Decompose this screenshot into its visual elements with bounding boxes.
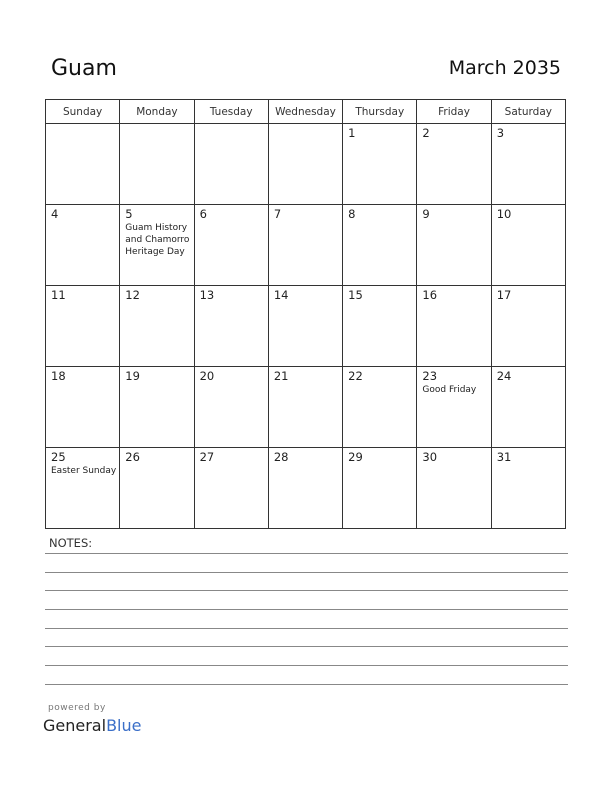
weekday-sunday: Sunday: [46, 100, 120, 124]
day-cell: [268, 124, 342, 205]
note-line: [45, 572, 568, 573]
week-row: [46, 367, 566, 448]
day-cell: [491, 205, 565, 286]
day-cell: [343, 124, 417, 205]
week-row: [46, 448, 566, 529]
day-number: 14: [273, 288, 289, 302]
day-cell: [417, 124, 491, 205]
note-line: [45, 590, 568, 591]
day-number: 10: [496, 207, 512, 221]
week-row: [46, 205, 566, 286]
day-cell: [343, 367, 417, 448]
day-number: 7: [273, 207, 282, 221]
day-cell: [417, 286, 491, 367]
day-cell: [491, 124, 565, 205]
note-line: [45, 609, 568, 610]
day-number: 17: [496, 288, 512, 302]
day-cell: [194, 286, 268, 367]
day-cell: [268, 367, 342, 448]
day-cell: [120, 124, 194, 205]
day-number: 29: [348, 450, 363, 464]
day-cell: [268, 205, 342, 286]
day-cell: [268, 448, 342, 529]
day-number: 30: [422, 450, 438, 464]
day-number: 13: [199, 288, 215, 302]
day-number: 26: [125, 450, 140, 464]
holiday-label: Good Friday: [422, 385, 477, 395]
day-number: 23: [422, 369, 438, 383]
day-number: 8: [348, 207, 356, 221]
day-cell: [343, 448, 417, 529]
weekday-friday: Friday: [417, 100, 491, 124]
day-cell: [491, 286, 565, 367]
day-number: 5: [125, 207, 133, 221]
notes-label: NOTES:: [49, 536, 93, 550]
week-row: [46, 286, 566, 367]
day-cell: [120, 367, 194, 448]
weekday-wednesday: Wednesday: [268, 100, 342, 124]
holiday-label: Easter Sunday: [51, 466, 117, 476]
day-number: 2: [422, 126, 430, 140]
day-cell: [46, 448, 120, 529]
day-number: 6: [199, 207, 207, 221]
week-row: [46, 124, 566, 205]
day-cell: [46, 205, 120, 286]
day-number: 18: [51, 369, 66, 383]
day-number: 25: [51, 450, 66, 464]
day-number: 19: [125, 369, 140, 383]
weekday-header-row: [46, 100, 566, 124]
powered-by-text: powered by: [48, 703, 106, 713]
day-number: 28: [273, 450, 289, 464]
day-cell: [343, 205, 417, 286]
day-cell: [194, 367, 268, 448]
day-number: 22: [348, 369, 363, 383]
day-cell: [120, 286, 194, 367]
day-number: 12: [125, 288, 140, 302]
day-cell: [268, 286, 342, 367]
day-number: 24: [496, 369, 512, 383]
day-cell: [120, 205, 194, 286]
holiday-label: Guam History and Chamorro Heritage Day: [125, 223, 190, 257]
note-line: [45, 628, 568, 629]
day-number: 4: [51, 207, 59, 221]
day-number: 11: [51, 288, 66, 302]
day-cell: [46, 124, 120, 205]
month-year-title: March 2035: [448, 57, 561, 79]
note-line: [45, 553, 568, 554]
generalblue-logo: [43, 716, 141, 735]
day-number: 3: [496, 126, 505, 140]
day-cell: [417, 205, 491, 286]
weekday-saturday: Saturday: [491, 100, 565, 124]
day-cell: [46, 367, 120, 448]
brand-general-text: General: [43, 716, 107, 735]
weekday-tuesday: Tuesday: [194, 100, 268, 124]
brand-blue-text: Blue: [106, 716, 142, 735]
country-title: Guam: [51, 56, 117, 81]
weekday-monday: Monday: [120, 100, 194, 124]
day-cell: [194, 124, 268, 205]
day-number: 21: [273, 369, 289, 383]
day-cell: [491, 367, 565, 448]
day-number: 20: [199, 369, 215, 383]
day-number: 1: [348, 126, 356, 140]
note-line: [45, 684, 568, 685]
day-cell: [417, 367, 491, 448]
calendar-grid: [45, 99, 566, 529]
note-line: [45, 646, 568, 647]
day-cell: [46, 286, 120, 367]
day-number: 27: [199, 450, 215, 464]
weekday-thursday: Thursday: [343, 100, 417, 124]
day-cell: [120, 448, 194, 529]
day-number: 16: [422, 288, 438, 302]
note-line: [45, 665, 568, 666]
day-cell: [417, 448, 491, 529]
day-cell: [194, 448, 268, 529]
day-number: 9: [422, 207, 430, 221]
day-cell: [491, 448, 565, 529]
day-number: 15: [348, 288, 363, 302]
day-number: 31: [496, 450, 512, 464]
day-cell: [194, 205, 268, 286]
day-cell: [343, 286, 417, 367]
